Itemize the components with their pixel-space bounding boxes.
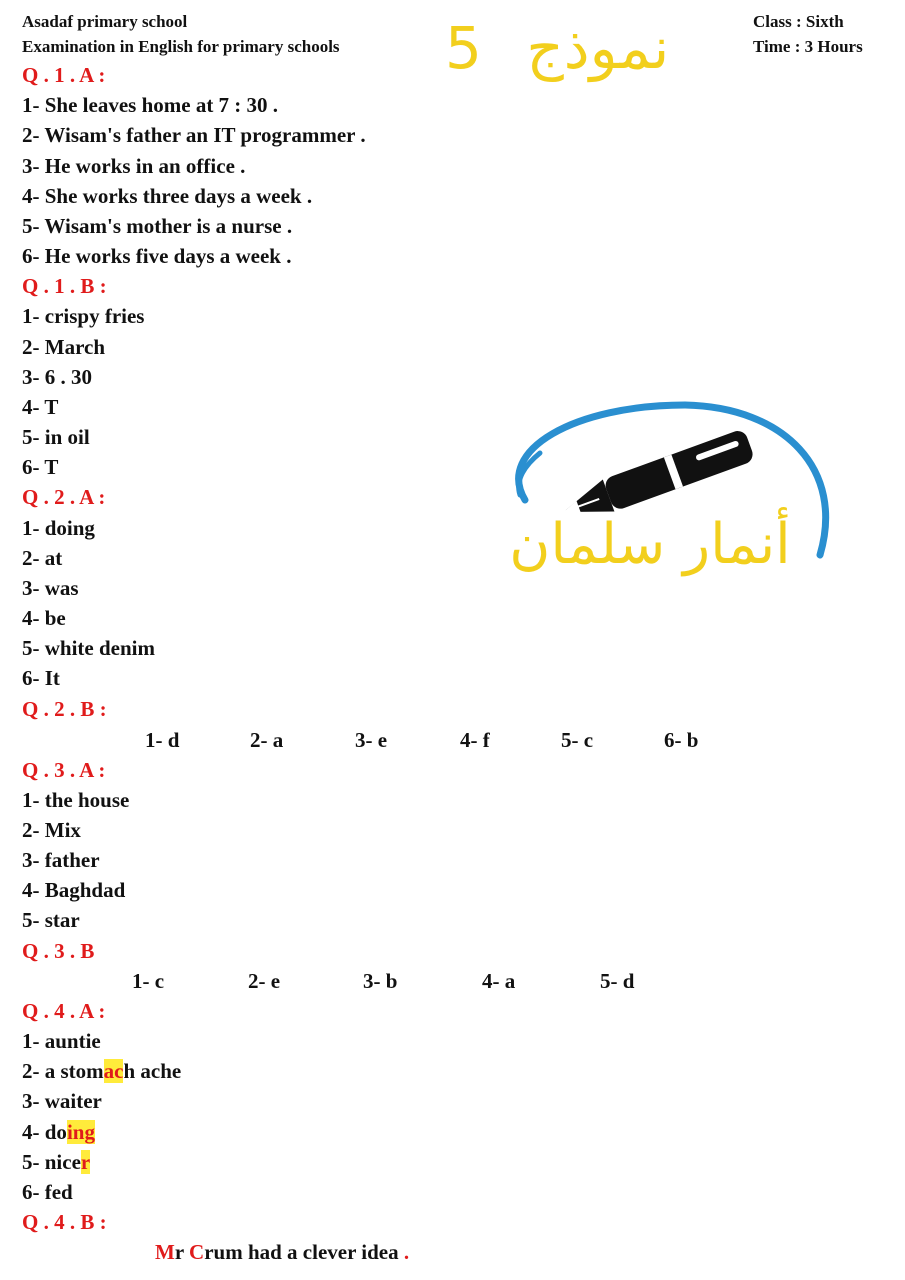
- list-item: 5- in oil: [22, 425, 90, 449]
- exam-title: Examination in English for primary schools: [22, 37, 340, 56]
- list-item: 1- doing: [22, 516, 95, 540]
- logo-name: أنمار سلمان: [509, 512, 791, 577]
- highlighted-letters: r: [80, 1150, 91, 1174]
- list-item: 3- He works in an office .: [22, 154, 246, 178]
- list-item: 1- She leaves home at 7 : 30 .: [22, 93, 279, 117]
- list-item: 3- 6 . 30: [22, 365, 92, 389]
- capital-letter: C: [189, 1240, 205, 1264]
- item-text: h ache: [123, 1059, 182, 1083]
- match-answer: 5- d: [600, 969, 635, 993]
- list-item: [22, 1118, 95, 1146]
- list-item: 2- Wisam's father an IT programmer .: [22, 123, 366, 147]
- list-item: 1- auntie: [22, 1029, 101, 1053]
- q4b-sentence: [155, 1238, 409, 1266]
- match-answer: 6- b: [664, 728, 699, 752]
- item-text: 5- nice: [22, 1150, 81, 1174]
- list-item: 3- father: [22, 848, 100, 872]
- model-number: 5: [445, 14, 482, 82]
- list-item: 4- T: [22, 395, 59, 419]
- match-answer: 4- f: [460, 728, 490, 752]
- list-item: 2- March: [22, 335, 106, 359]
- list-item: 6- fed: [22, 1180, 73, 1204]
- q1b-heading: Q . 1 . B :: [22, 274, 107, 298]
- list-item: 5- white denim: [22, 636, 155, 660]
- highlighted-letters: ing: [66, 1120, 95, 1144]
- school-name: Asadaf primary school: [22, 12, 188, 31]
- capital-letter: M: [155, 1240, 175, 1264]
- list-item: 1- the house: [22, 788, 130, 812]
- list-item: 2- Mix: [22, 818, 81, 842]
- list-item: 3- waiter: [22, 1089, 102, 1113]
- match-answer: 2- a: [250, 728, 284, 752]
- list-item: 4- Baghdad: [22, 878, 126, 902]
- match-answer: 2- e: [248, 969, 281, 993]
- item-text: 4- do: [22, 1120, 67, 1144]
- highlighted-letters: ac: [103, 1059, 124, 1083]
- q2b-heading: Q . 2 . B :: [22, 697, 107, 721]
- match-answer: 3- e: [355, 728, 388, 752]
- list-item: 6- T: [22, 455, 59, 479]
- list-item: 4- be: [22, 606, 66, 630]
- list-item: 4- She works three days a week .: [22, 184, 313, 208]
- q4b-heading: Q . 4 . B :: [22, 1210, 107, 1234]
- sentence-text: r: [174, 1240, 190, 1264]
- q4a-heading: Q . 4 . A :: [22, 999, 106, 1023]
- full-stop: .: [403, 1240, 410, 1264]
- list-item: 6- He works five days a week .: [22, 244, 292, 268]
- q1a-heading: Q . 1 . A :: [22, 63, 106, 87]
- sentence-text: rum had a clever idea: [204, 1240, 404, 1264]
- match-answer: 3- b: [363, 969, 398, 993]
- list-item: 5- Wisam's mother is a nurse .: [22, 214, 293, 238]
- match-answer: 1- c: [132, 969, 165, 993]
- list-item: [22, 1148, 90, 1176]
- list-item: 2- at: [22, 546, 63, 570]
- match-answer: 5- c: [561, 728, 594, 752]
- match-answer: 4- a: [482, 969, 516, 993]
- list-item: [22, 1057, 181, 1085]
- q3b-heading: Q . 3 . B: [22, 939, 95, 963]
- list-item: 1- crispy fries: [22, 304, 145, 328]
- q2a-heading: Q . 2 . A :: [22, 485, 106, 509]
- model-title: [445, 8, 735, 88]
- match-answer: 1- d: [145, 728, 180, 752]
- model-word: نموذج: [526, 14, 670, 82]
- time-label: Time : 3 Hours: [753, 37, 863, 56]
- list-item: 6- It: [22, 666, 60, 690]
- list-item: 5- star: [22, 908, 80, 932]
- list-item: 3- was: [22, 576, 79, 600]
- class-label: Class : Sixth: [753, 12, 844, 31]
- item-text: 2- a stom: [22, 1059, 104, 1083]
- q3a-heading: Q . 3 . A :: [22, 758, 106, 782]
